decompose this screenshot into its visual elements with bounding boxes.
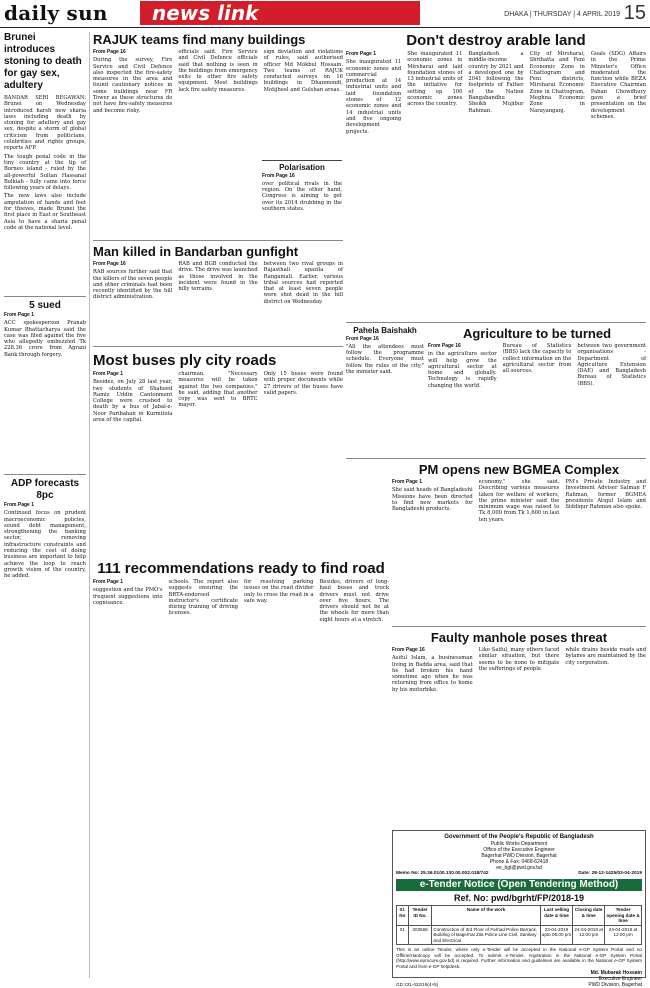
recommendations-paragraph: suggestion and the PMO's frequent suggestions into cognisance. bbox=[93, 587, 163, 606]
continued-from: From Page 16 bbox=[392, 647, 425, 653]
continued-from: From Page 1 bbox=[346, 51, 377, 57]
brunei-article bbox=[4, 32, 86, 294]
man-killed-paragraph: between two rival groups in Rajasthali upazila of Rangamati. Earlier, various tribal sources had reported that at least seven people were shot dead in the hill district on Wednesday. bbox=[263, 261, 343, 305]
recommendations-paragraph: for resolving parking issues on the road divider only to cross the road in a safe way. bbox=[244, 579, 314, 604]
table-cell: Construction of 3rd Floor of Farhad Police Barrack, Building of Bagerhat Zila Police Line Civil, Sanitary and Electrical bbox=[432, 925, 540, 945]
arable-land-headline: Don't destroy arable land bbox=[406, 32, 586, 49]
recommendations-paragraph: schools. The report also suggests ensuring the BRTA-endorsed instructor's certificate during training of driving licenses. bbox=[168, 579, 238, 617]
man-killed-paragraph: RAB sources further said that the killers of the seven people and other criminals had been recently identified by the hill district administration. bbox=[93, 269, 173, 301]
man-killed-article bbox=[93, 244, 343, 342]
polarisation-paragraph: over political rivals in the region. On the other hand, Congress is aiming to get over its 2014 drubbing in the southern states. bbox=[262, 180, 342, 212]
bgmea-paragraph: economy," she said. Describing various measures taken for welfare of workers, the prime minister said the minimum wage was raised to Tk 8,000 from Tk 1,600 in last ten years. bbox=[478, 479, 560, 523]
arable-land-paragraph: Goals (SDG) Affairs in the Prime Minister's Office moderated the function while BEZA Executive Chairman Paban Chowdhury gave a brief presentation on the development schemes. bbox=[590, 51, 647, 120]
five-sued-paragraph: ACC spokesperson Pranab Kumar Bhattacharya said the case was filed against the five who allegedly embezzled Tk 228.36 crore from Agrani Bank through forgery. bbox=[4, 320, 86, 358]
manhole-paragraph: while drains beside roads and bylanes are maintained by the city corporation. bbox=[565, 647, 647, 666]
five-sued-headline: 5 sued bbox=[29, 300, 61, 311]
most-buses-headline: Most buses ply city roads bbox=[93, 352, 277, 369]
tender-government: Government of the People's Republic of Bangladesh bbox=[444, 834, 594, 840]
adp-paragraph: Continued focus on prudent macroeconomic policies, sound debt management, strengthening the banking sector, removing infrastructure constraints and reducing the cost of doing business are important to help achieve the loop to reach growth vision of the country, he added. bbox=[4, 510, 86, 580]
signatory-division: PWD Division, Bagerhat bbox=[588, 982, 642, 988]
arable-land-paragraph: Bangladesh a middle-income country by 2021 and a developed one by 2041 following the footprints of Father of the Nation Bangabandhu Sheikh Mujibur Rahman. bbox=[468, 51, 524, 114]
arable-land-paragraph: She inaugurated 11 economic zones and commercial production at 14 industrial units and laid foundation stones of 12 economic zones and 14 industrial units and five ongoing development projects. bbox=[346, 59, 402, 135]
most-buses-paragraph: Besides, on July 28 last year, two students of Shaheed Ramiz Uddin Cantonment College were crushed to death by a bus of Jabal-e-Noor Paribahan in Kurmitola area of the capital. bbox=[93, 379, 173, 424]
table-cell: 303568 bbox=[408, 925, 432, 945]
column-header: Sl. No bbox=[397, 906, 409, 926]
divider bbox=[4, 296, 86, 297]
table-cell: 23-04-2019 upto 05:00 pm bbox=[540, 925, 572, 945]
masthead-rule bbox=[0, 27, 650, 28]
tender-ref: Ref. No: pwd/bgrht/FP/2018-19 bbox=[453, 893, 585, 903]
brunei-paragraph: The tough penal code in the tiny country at the tip of Borneo island - ruled by the all-powerful Sultan Hassanal Bolkiah - fully came into force following years of delays. bbox=[4, 153, 86, 192]
bgmea-paragraph: She said heads of Bangladeshi Missions have been directed to find new markets for Bangladeshi products. bbox=[392, 487, 473, 513]
bgmea-paragraph: PM's Private Industry and Investment Adviser Salman F Rahman, former BGMEA presidents Atiqul Islam and Siddiqur Rahman also spoke. bbox=[565, 479, 647, 511]
agriculture-paragraph: in the agriculture sector will help grow the agricultural sector at home and globally. Technology is rapidly changing the world. bbox=[428, 351, 497, 389]
agriculture-headline: Agriculture to be turned bbox=[462, 326, 612, 341]
continued-from: From Page 16 bbox=[93, 49, 126, 55]
column-header: Closing date & time bbox=[573, 906, 605, 926]
most-buses-paragraph: Only 15 buses were found with proper documents while 27 drivers of the buses have valid papers. bbox=[263, 371, 343, 396]
adp-headline: ADP forecasts 8pc bbox=[10, 478, 80, 501]
divider bbox=[392, 626, 646, 627]
bgmea-article bbox=[392, 462, 646, 622]
tender-signature bbox=[588, 970, 642, 988]
rajuk-paragraph: sign deviation and violations of rules, said authorised officer Md Mokbul Hossain. Two teams of RAJUK conducted surveys on 16 buildings in Dhanmondi, Motijheel and Gulshan areas. bbox=[263, 49, 343, 93]
pahela-paragraph: "All the attendees must follow the programme schedule. Everyone must follow the rules of the city," the minister said. bbox=[346, 343, 424, 375]
continued-from: From Page 1 bbox=[4, 312, 35, 318]
divider bbox=[346, 322, 646, 323]
section-title: news link bbox=[140, 1, 420, 25]
arable-land-article bbox=[346, 32, 646, 322]
manhole-paragraph: Asiful Islam, a businessman living in Badda area, said that he had broken his hand sometime ago when he was returning from office to home by his motorbike. bbox=[392, 655, 473, 693]
continued-from: From Page 16 bbox=[346, 335, 379, 342]
rajuk-paragraph: During the survey, Fire Service and Civil Defence also inspected the fire-safety measures in the area and found cautionary notices in some buildings near FR Tower as these structures do not have fire-safety measures and become risky. bbox=[93, 57, 173, 114]
five-sued-article bbox=[4, 300, 86, 472]
continued-from: From Page 16 bbox=[93, 261, 126, 267]
manhole-article bbox=[392, 630, 646, 826]
divider bbox=[93, 240, 343, 241]
table-header bbox=[397, 906, 642, 926]
divider bbox=[93, 346, 343, 347]
table-row bbox=[397, 925, 642, 945]
arable-land-paragraph: She inaugurated 11 economic zones in Mirsharai and laid foundation stones of 13 industrial units of the initiative for setting up 100 economic zones across the country. bbox=[407, 51, 463, 108]
rajuk-paragraph: officials said. Fire Service and Civil Defence officials said that nothing is seen in the buildings from emergency exits to other fire safety equipment. Most buildings lack fire safety measures. bbox=[178, 49, 258, 93]
adp-article bbox=[4, 478, 86, 978]
column-header: Name of the work bbox=[432, 906, 540, 926]
continued-from: From Page 16 bbox=[428, 343, 461, 349]
continued-from: From Page 1 bbox=[93, 579, 124, 585]
tender-line: Public Works Department bbox=[490, 841, 548, 847]
signatory-name: Md. Mubarak Hossain bbox=[590, 970, 642, 976]
tender-memo: Memo No: 25.36.0100.130.00.002.018/742 bbox=[396, 871, 489, 876]
table-cell: 24-04-2019 at 12:00 pm bbox=[573, 925, 605, 945]
manhole-paragraph: Like Saiful, many others faced similar situation, but there seems to be none to mitigate the sufferings of people. bbox=[478, 647, 560, 672]
tender-note: This is an online Tender, where only e-Tender will be accepted in the National e-GP System Portal and no Offline/Hardcopy will be accepted. To submit e-Tender, registration in the National e-GP System Portal (http://www.eprocure.gov.bd) is required. Further information and guidelines are available in the National e-GP System Portal and from e-GP helpdesk. bbox=[396, 947, 642, 969]
page-number: 15 bbox=[623, 2, 646, 24]
column-divider bbox=[89, 32, 90, 978]
tender-table bbox=[396, 905, 642, 945]
tender-title: e-Tender Notice (Open Tendering Method) bbox=[396, 879, 642, 891]
table-cell: 01 bbox=[397, 925, 409, 945]
tender-dp-ref: GD 231-432/19(4×5) bbox=[396, 981, 439, 987]
recommendations-article bbox=[93, 560, 389, 978]
man-killed-paragraph: RAB and BGB conducted the drive. The drive was launched as those involved in the incident were found in the hilly terrains. bbox=[178, 261, 258, 293]
recommendations-paragraph: Besides, drivers of long-haul buses and truck drivers must not drive over five hours. The drivers should not be at the wheels for more than eight hours at a stretch. bbox=[319, 579, 389, 623]
arable-land-paragraph: City of Mirsharai, Shrihatta and Feni Economic Zone in Chattogram and Feni districts, Mirsharai Economic Zone in Chattogram, Meghna Economic Zone in Narayanganj. bbox=[529, 51, 585, 114]
most-buses-article bbox=[93, 352, 343, 552]
continued-from: From Page 16 bbox=[262, 172, 295, 179]
agriculture-article bbox=[428, 326, 646, 454]
brunei-paragraph: BANDAR SERI BEGAWAN: Brunei on Wednesday introduced harsh new sharia laws including death by stoning for adultery and gay sex, despite a storm of global criticism from politicians, celebrities and rights groups, reports AFP. bbox=[4, 95, 86, 152]
dateline: DHAKA | THURSDAY | 4 APRIL 2019 bbox=[504, 11, 620, 18]
continued-from: From Page 1 bbox=[392, 479, 423, 485]
continued-from: From Page 1 bbox=[4, 502, 35, 508]
manhole-headline: Faulty manhole poses threat bbox=[430, 630, 608, 645]
agriculture-paragraph: between two government organisations - Department of Agriculture Extension (DAE) and Bangladesh Bureau of Statistics (BBS). bbox=[577, 343, 647, 387]
tender-line: Office of the Executive Engineer bbox=[483, 847, 555, 853]
signatory-title: Executive Engineer bbox=[598, 976, 642, 982]
continued-from: From Page 1 bbox=[93, 371, 124, 377]
column-header: Tender ID No. bbox=[408, 906, 432, 926]
tender-notice bbox=[392, 830, 646, 988]
column-header: Tender opening date & time bbox=[606, 907, 640, 923]
tender-line: Phone & Fax: 0468-62418 bbox=[489, 859, 549, 865]
tender-line: Bagerhat PWD Division, Bagerhat bbox=[481, 853, 557, 859]
table-cell: 24-04-2019 at 12:00 pm bbox=[605, 925, 642, 945]
divider bbox=[4, 474, 86, 475]
pahela-article bbox=[346, 326, 424, 402]
divider bbox=[346, 458, 646, 459]
column-header: Last selling date & time bbox=[540, 906, 572, 926]
brunei-headline: Brunei introduces stoning to death for gay sex, adultery bbox=[4, 32, 82, 91]
brunei-paragraph: The new laws also include amputation of hands and feet for thieves, made Brunei the first place in East or Southeast Asia to have a sharia penal code at the national level. bbox=[4, 193, 86, 231]
rajuk-headline: RAJUK teams find many buildings bbox=[93, 32, 306, 47]
bgmea-headline: PM opens new BGMEA Complex bbox=[418, 462, 620, 477]
recommendations-headline: 111 recommendations ready to find road bbox=[97, 560, 385, 577]
tender-email: ee_bgt@pwd.gov.bd bbox=[496, 865, 542, 871]
polarisation-headline: Polarisation bbox=[262, 160, 342, 173]
masthead bbox=[0, 0, 650, 28]
pahela-headline: Pahela Baishakh bbox=[353, 326, 417, 335]
polarisation-article bbox=[262, 160, 342, 240]
tender-memo-date: Date: 28-12-1425/03-04-2019 bbox=[578, 871, 642, 876]
most-buses-paragraph: chairman. "Necessary measures will be taken against the two companies," he said, adding that another copy was sent to BRTC mayor. bbox=[178, 371, 258, 409]
agriculture-paragraph: Bureau of Statistics (BBS) lack the capacity to collect information on the agricultural sector from all sources. bbox=[502, 343, 572, 375]
man-killed-headline: Man killed in Bandarban gunfight bbox=[93, 244, 299, 259]
newspaper-logo: daily sun bbox=[4, 1, 108, 25]
